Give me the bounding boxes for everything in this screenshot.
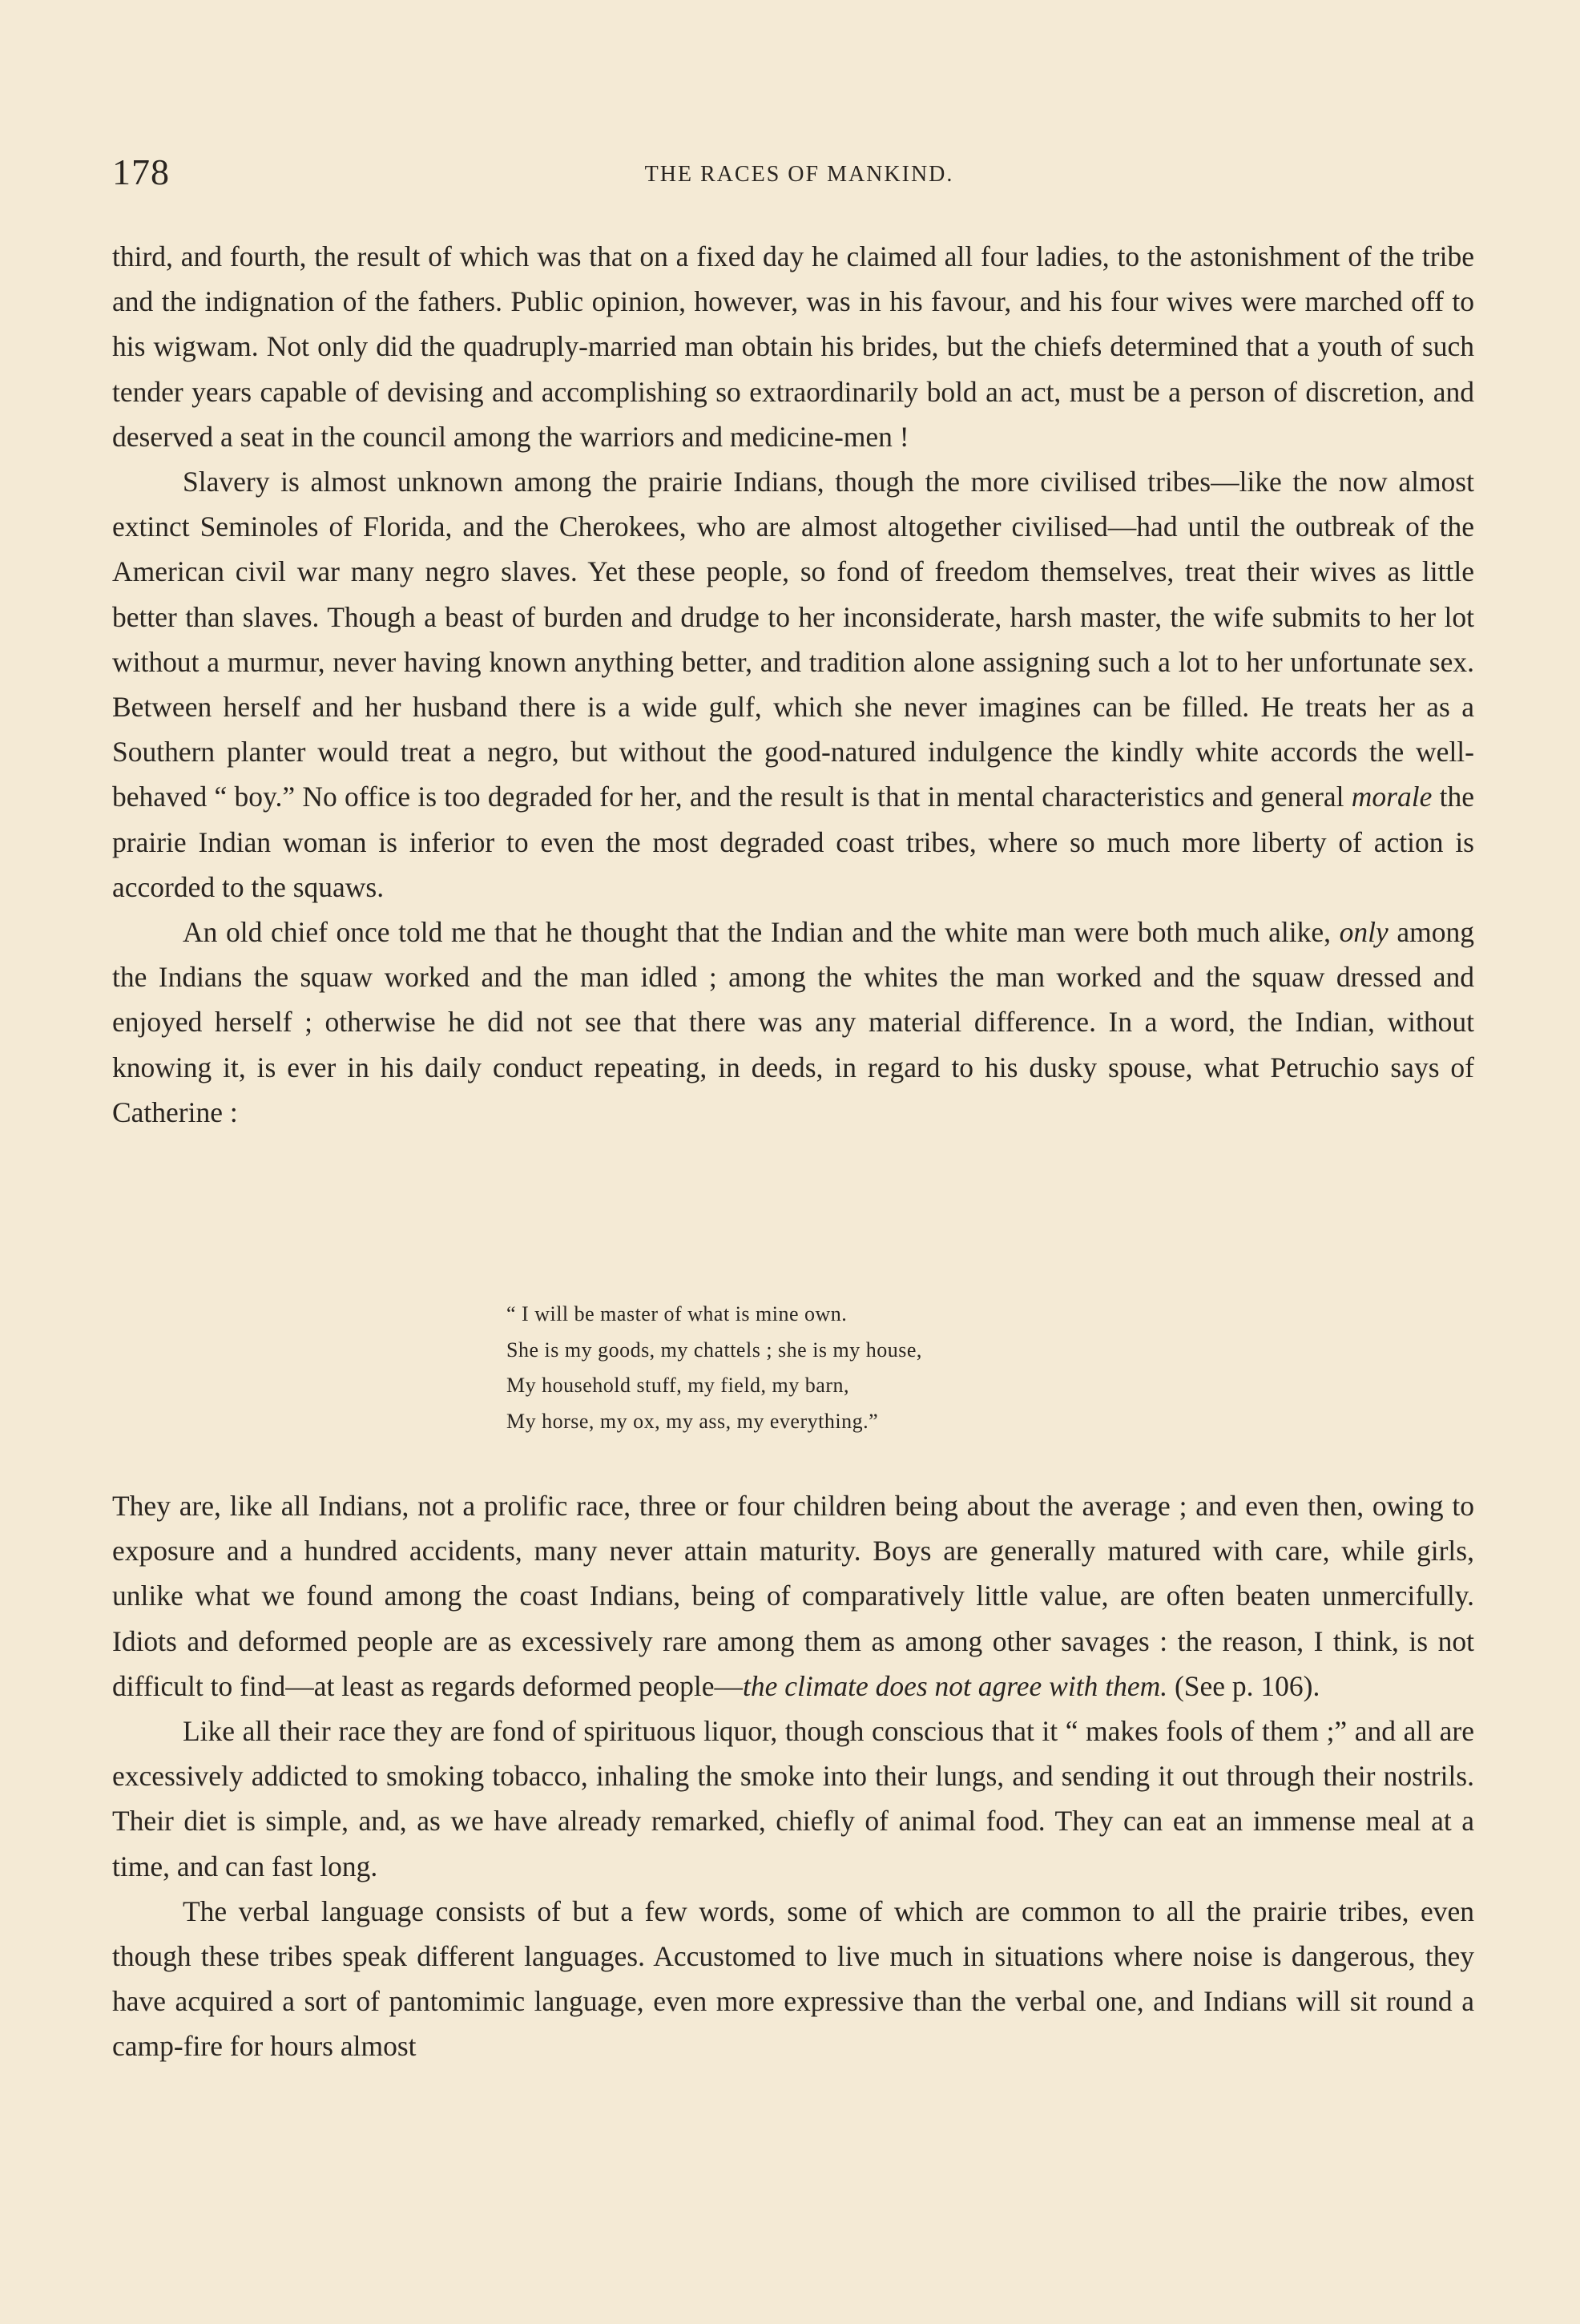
verse-line-4: My horse, my ox, my ass, my everything.”: [506, 1409, 879, 1433]
verse-line-1: “ I will be master of what is mine own.: [506, 1302, 848, 1325]
paragraph-1: third, and fourth, the result of which was that on a fixed day he claimed all four ladies, to the astonishment of the tribe and the indignation of the fathers. Public opinion, however, was in his favour, and his four wives were marched off to his wigwam. Not only did the quadruply-married man obtain his brides, but the chiefs determined that a youth of such tender years capable of devising and accomplishing so extraordinarily bold an act, must be a person of discretion, and deserved a seat in the council among the warriors and medicine-men !: [112, 240, 1474, 453]
paragraph-3: An old chief once told me that he thought that the Indian and the white man were both much alike, only among the Indians the squaw worked and the man idled ; among the whites the man worked and the squaw dressed and enjoyed herself ; otherwise he did not see that there was any material difference. In a word, the Indian, without knowing it, is ever in his daily conduct repeating, in deeds, in regard to his dusky spouse, what Petruchio says of Catherine :: [112, 916, 1474, 1128]
verse-line-2: She is my goods, my chattels ; she is my house,: [506, 1338, 922, 1362]
paragraph-4: They are, like all Indians, not a prolific race, three or four children being about the average ; and even then, owing to exposure and a hundred accidents, many never attain maturity. Boys are generally matured with care, while girls, unlike what we found among the coast Indians, being of comparatively little value, are often beaten unmercifully. Idiots and deformed people are as excessively rare among them as among other savages : the reason, I think, is not difficult to find—at least as regards deformed people—the climate does not agree with them. (See p. 106).: [112, 1490, 1474, 1702]
page-number: 178: [112, 151, 170, 192]
italic-term: morale: [1351, 781, 1433, 813]
running-head: [112, 151, 1486, 199]
shakespeare-quotation: [506, 1297, 922, 1439]
paragraph-5: Like all their race they are fond of spirituous liquor, though conscious that it “ makes fools of them ;” and all are excessively addicted to smoking tobacco, inhaling the smoke into their lungs, and sending it out through their nostrils. Their diet is simple, and, as we have already remarked, chiefly of animal food. They can eat an immense meal at a time, and can fast long.: [112, 1715, 1474, 1882]
text-block-bottom: [112, 1483, 1474, 2069]
verse-line-3: My household stuff, my field, my barn,: [506, 1374, 849, 1397]
italic-term: only: [1339, 916, 1389, 949]
running-title: THE RACES OF MANKIND.: [644, 162, 954, 187]
paragraph-6: The verbal language consists of but a few words, some of which are common to all the prairie tribes, even though these tribes speak different languages. Accustomed to live much in situations where noise is dangerous, they have acquired a sort of pantomimic language, even more expressive than the verbal one, and Indians will sit round a camp-fire for hours almost: [112, 1894, 1474, 2063]
italic-phrase: the climate does not agree with them.: [743, 1669, 1168, 1702]
text-block-top: [112, 234, 1474, 1135]
paragraph-2: Slavery is almost unknown among the prairie Indians, though the more civilised tribes—like the now almost extinct Seminoles of Florida, and the Cherokees, who are almost altogether civilised—had until the outbreak of the American civil war many negro slaves. Yet these people, so fond of freedom themselves, treat their wives as little better than slaves. Though a beast of burden and drudge to her inconsiderate, harsh master, the wife submits to her lot without a murmur, never having known anything better, and tradition alone assigning such a lot to her unfortunate sex. Between herself and her husband there is a wide gulf, which she never imagines can be filled. He treats her as a Southern planter would treat a negro, but without the good-natured indulgence the kindly white accords the well-behaved “ boy.” No office is too degraded for her, and the result is that in mental characteristics and general morale the prairie Indian woman is inferior to even the most degraded coast tribes, where so much more liberty of action is accorded to the squaws.: [112, 466, 1474, 903]
